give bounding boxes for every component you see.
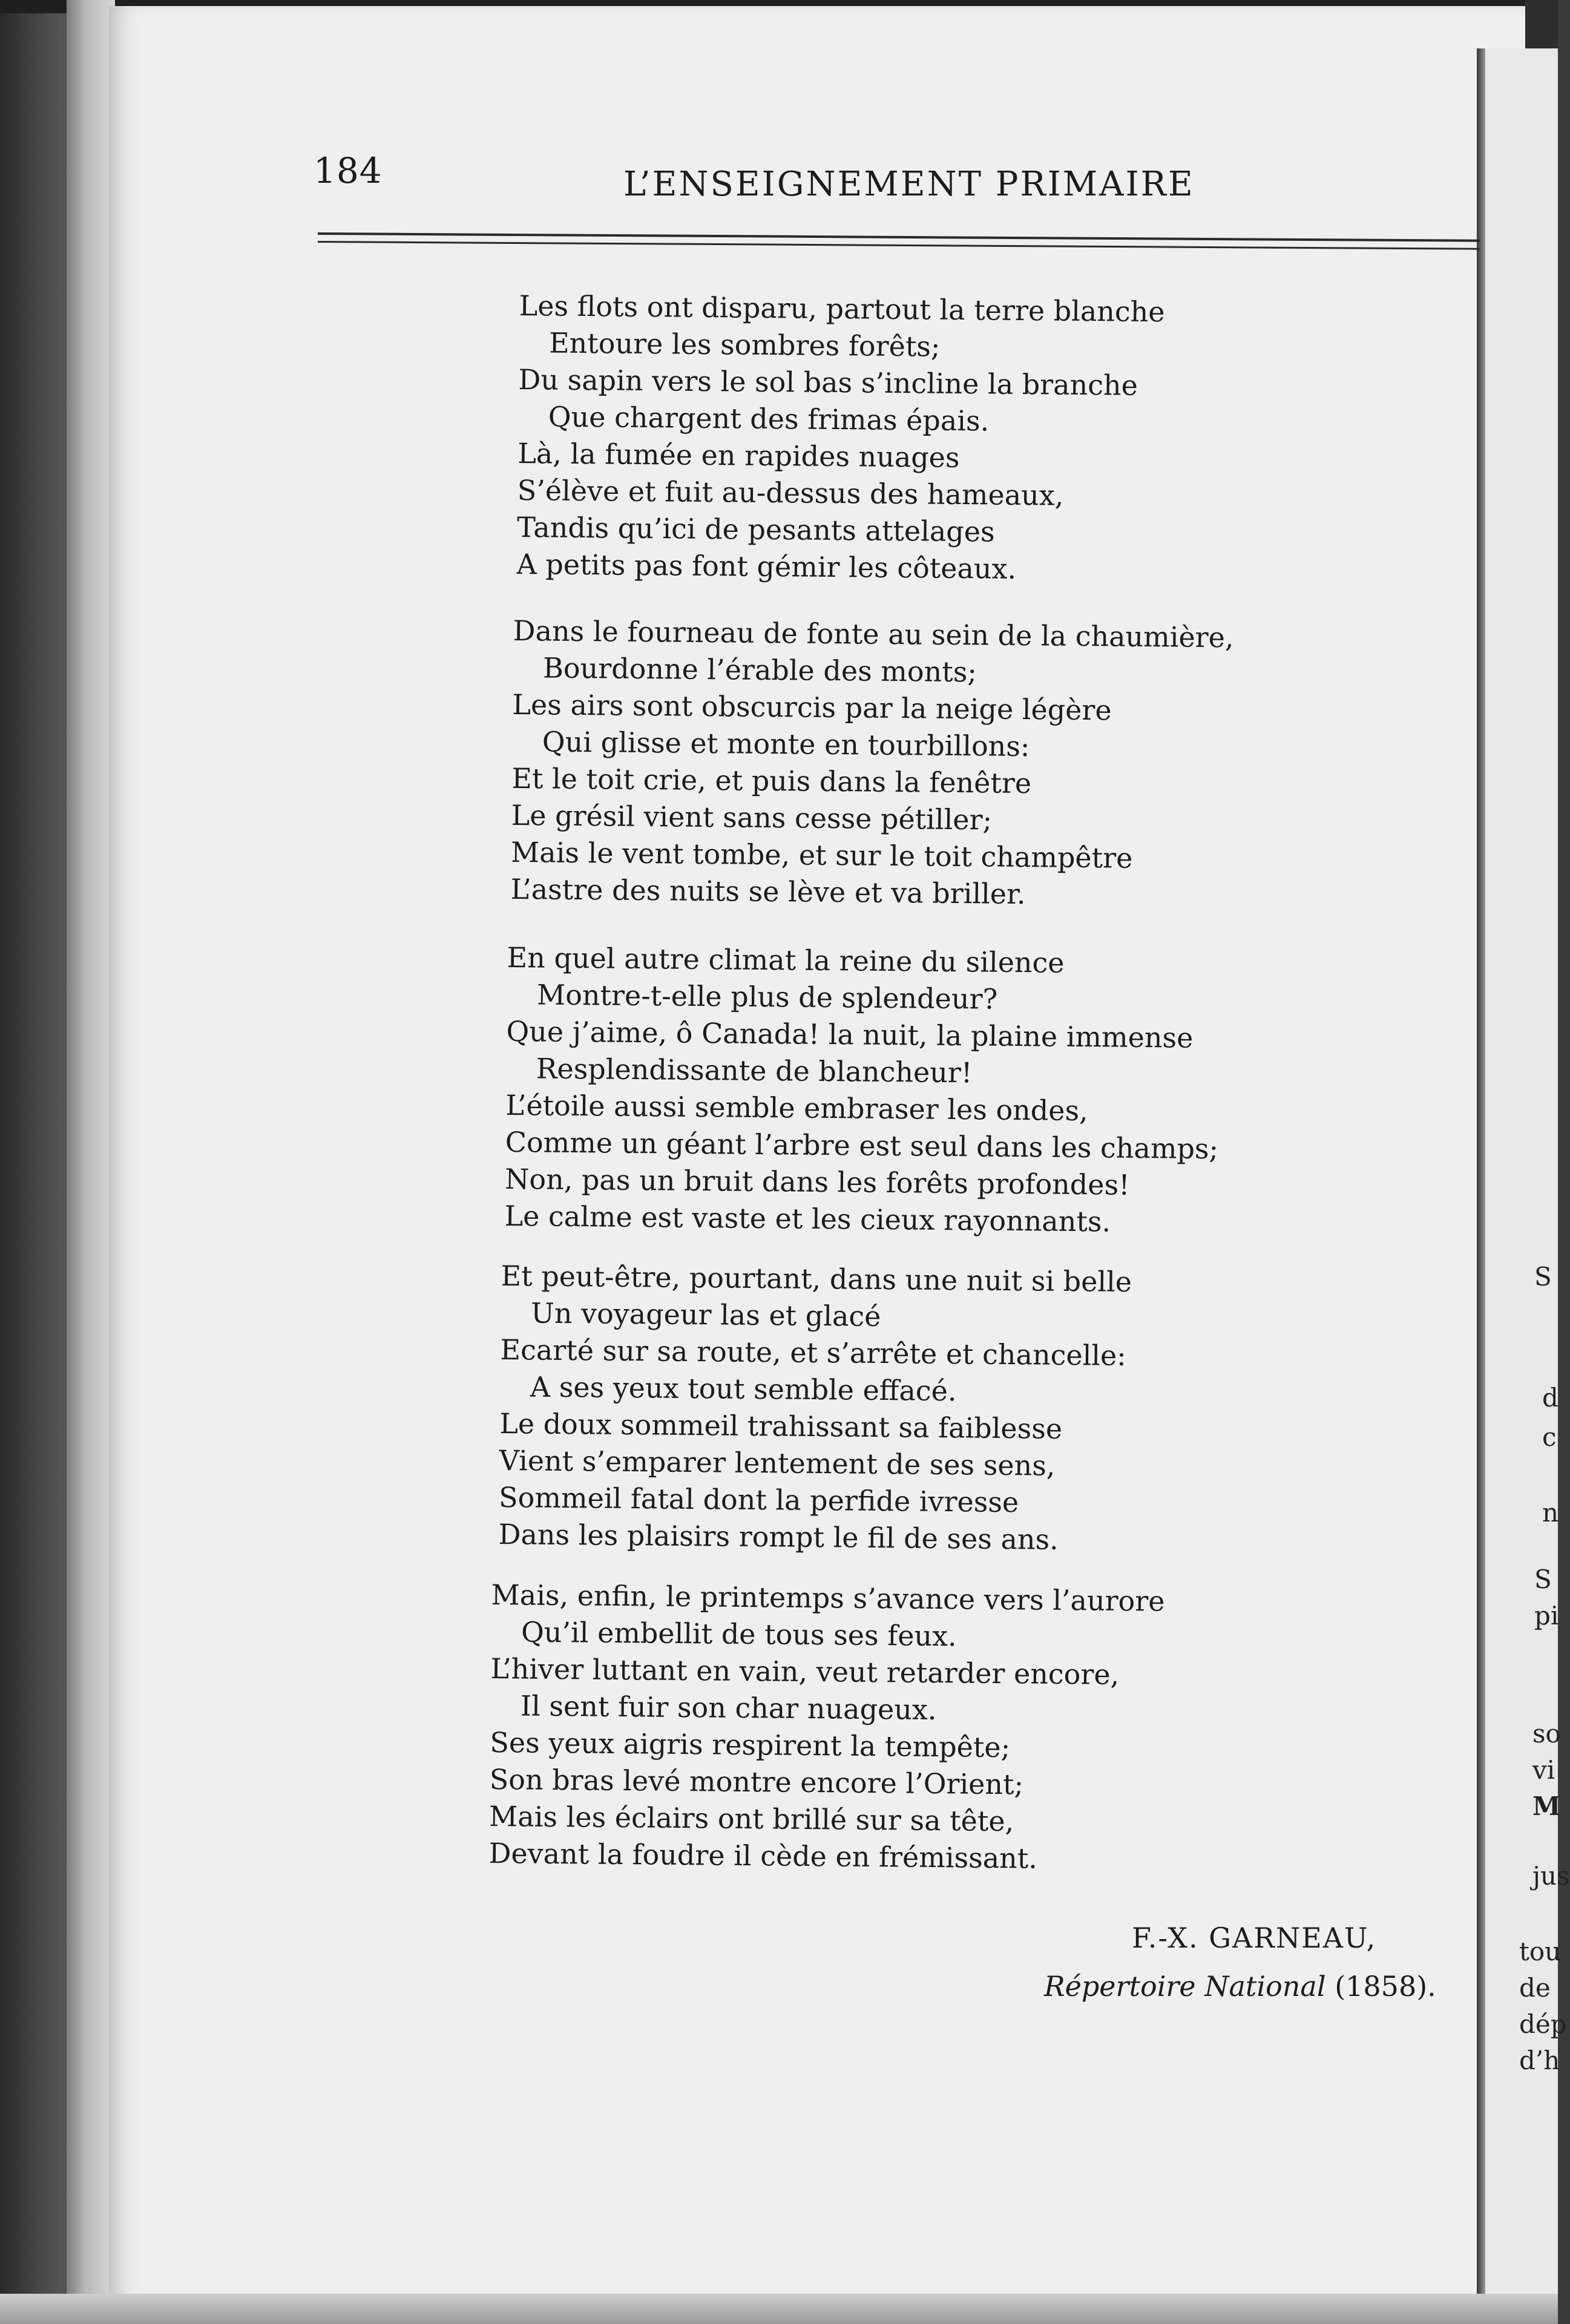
poem-line: Mais les éclairs ont brillé sur sa tête, (488, 1799, 1014, 1838)
source-title: Répertoire National (1044, 1970, 1326, 2003)
poem-line: Dans les plaisirs rompt le fil de ses ans. (498, 1517, 1059, 1556)
poem-line: S’élève et fuit au-dessus des hameaux, (517, 473, 1064, 512)
poem-line: Comme un géant l’arbre est seul dans les champs; (505, 1125, 1219, 1166)
stanza (516, 287, 1306, 590)
scan-bottom-edge (0, 2294, 1558, 2324)
neighbour-fragment: c (1542, 1422, 1557, 1452)
poem-line: Du sapin vers le sol bas s’incline la branche (518, 363, 1138, 402)
poem-line: L’étoile aussi semble embraser les ondes, (505, 1088, 1088, 1128)
neighbour-fragment: de (1519, 1973, 1551, 2003)
neighbour-fragment: S (1534, 1262, 1552, 1292)
poem-line: Montre-t-elle plus de splendeur? (536, 978, 998, 1016)
poem-line: Ecarté sur sa route, et s’arrête et chancelle: (500, 1333, 1127, 1372)
stanza (510, 612, 1300, 915)
poem-line: Là, la fumée en rapides nuages (517, 436, 960, 474)
neighbour-fragment: S (1534, 1564, 1552, 1594)
poem-line: Dans le fourneau de fonte au sein de la chaumière, (513, 614, 1234, 654)
poem-line: A petits pas font gémir les côteaux. (516, 547, 1017, 585)
running-title: L’ENSEIGNEMENT PRIMAIRE (623, 165, 1195, 204)
neighbour-fragment: vi (1532, 1755, 1555, 1785)
poem-line: Tandis qu’ici de pesants attelages (516, 510, 995, 548)
stanza (504, 939, 1294, 1242)
neighbour-fragment: so (1532, 1719, 1561, 1748)
neighbour-fragment: tou (1519, 1937, 1562, 1966)
poem-line: A ses yeux tout semble effacé. (530, 1370, 957, 1408)
neighbour-fragment: n (1542, 1498, 1559, 1528)
poem-line: Son bras levé montre encore l’Orient; (489, 1762, 1024, 1801)
poem-line: Qu’il embellit de tous ses feux. (521, 1615, 957, 1653)
stanza (498, 1258, 1288, 1560)
neighbour-fragment: pi (1534, 1601, 1559, 1630)
poem-line: Le grésil vient sans cesse pétiller; (511, 798, 993, 836)
stanza (488, 1577, 1278, 1879)
neighbour-fragment: d (1542, 1383, 1559, 1413)
poem-line: Que chargent des frimas épais. (548, 400, 990, 438)
poem-line: Bourdonne l’érable des monts; (542, 651, 977, 689)
neighbour-fragment: jus (1532, 1861, 1570, 1891)
poem-line: Mais le vent tombe, et sur le toit champêtre (510, 835, 1133, 875)
neighbour-fragment: dép (1519, 2009, 1567, 2039)
neighbour-fragment: M (1532, 1791, 1561, 1821)
author-signature: F.-X. GARNEAU, (1132, 1922, 1377, 1954)
poem-line: Mais, enfin, le printemps s’avance vers l’aurore (491, 1578, 1165, 1618)
poem-line: Il sent fuir son char nuageux. (520, 1689, 937, 1727)
poem-line: Vient s’emparer lentement de ses sens, (499, 1443, 1056, 1482)
source-citation (1044, 1970, 1436, 2003)
poem-line: Ses yeux aigris respirent la tempête; (490, 1725, 1011, 1764)
poem-line: En quel autre climat la reine du silence (507, 940, 1065, 979)
neighbour-page-edge (1477, 48, 1485, 2324)
poem-line: Les airs sont obscurcis par la neige légère (512, 688, 1112, 727)
source-year: (1858). (1335, 1970, 1436, 2003)
poem-line: Resplendissante de blancheur! (536, 1052, 973, 1089)
poem-line: Qui glisse et monte en tourbillons: (542, 725, 1030, 763)
neighbour-fragment: d’h (1519, 2046, 1560, 2075)
poem-line: Et le toit crie, et puis dans la fenêtre (511, 761, 1032, 800)
page-number: 184 (314, 150, 383, 191)
poem-line: Et peut-être, pourtant, dans une nuit si belle (501, 1259, 1132, 1299)
poem-line: Le calme est vaste et les cieux rayonnants. (504, 1199, 1111, 1238)
poem-line: Devant la foudre il cède en frémissant. (488, 1836, 1038, 1875)
poem-line: L’hiver luttant en vain, veut retarder encore, (490, 1652, 1120, 1691)
poem-line: Sommeil fatal dont la perfide ivresse (498, 1480, 1019, 1519)
poem-line: Que j’aime, ô Canada! la nuit, la plaine immense (506, 1014, 1194, 1054)
poem-line: Le doux sommeil trahissant sa faiblesse (499, 1407, 1063, 1445)
poem-line: Les flots ont disparu, partout la terre blanche (519, 289, 1165, 329)
poem-line: L’astre des nuits se lève et va briller. (510, 872, 1026, 911)
book-spine (67, 0, 115, 2324)
poem-line: Entoure les sombres forêts; (548, 326, 941, 363)
poem-line: Non, pas un bruit dans les forêts profondes! (504, 1162, 1130, 1201)
poem-line: Un voyageur las et glacé (530, 1296, 881, 1333)
